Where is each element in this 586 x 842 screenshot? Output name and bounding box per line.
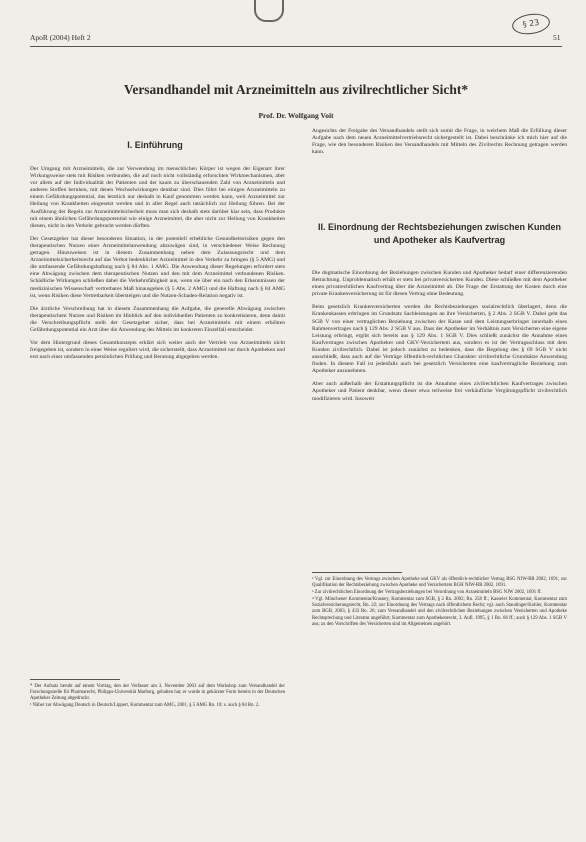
footnote: ³ Zur zivilrechtlichen Einordnung der Vertragsbeziehungen bei Verordnung von Arzneimitteln BSG NJW 2002, 1691 ff. (312, 590, 542, 596)
paragraph: Beim gesetzlich Krankenversicherten werden die Rechtsbeziehungen sozialrechtlich überlagert, denn die Krankenkassen erbringen im Grundsatz Sachleistungen an ihre Versicherten, § 2 Abs. 2 SGB V. Dabei geht das SGB V von einer vertraglichen Beziehung zwischen der Kasse und dem Leistungserbringer innerhalb eines Rahmenvertrages nach § 129 Abs. 2 SGB V aus. Dass der Apotheker im Verhältnis zum Versicherten eine eigene Leistung erbringt, ergibt sich bereits aus § 129 Abs. 1 SGB V. Dies schließt zunächst die Annahme eines Kaufvertrages zwischen Apotheker und GKV-Versichertem aus, sondern es ist der Vertragsschluss mit dem Kunden zivilrechtlich. Dabei ist jedoch zunächst zu bedenken, dass die Regelung des § 69 SGB V nicht ausschließt, dass auch auf die Verträge öffentlich-rechtlichen Charakter zivilrechtliche Grundsätze Anwendung finden. In diesem Fall ist jedenfalls auch bei gesetzlich Versicherten eine kaufvertragliche Beziehung zum Apotheker anzunehmen. (312, 304, 567, 375)
page-number: 51 (553, 33, 561, 42)
footnote: ⁴ Vgl. Münchener Kommentar/Krasney, Kommentar zum SGB, § 2 Rn. 2002; Rn. 258 ff.; Kasseler Kommentar, Kommentar zum Sozialversicherungsrecht, Rn. 22; zur Einordnung des Vertrags nach öffentlichem Recht; vgl. auch Staudinger/Kohler, Kommentar zum BGB, 2003, § 433 Rn. 26; zum Versandhandel und den zivilrechtlichen Beziehungen zwischen Versicherten und Apotheke Rechtsprechung und Literatur angeführt; Kommentar zum Apothekenrecht, 3. Aufl. 1995, § 1 Rn. 66 ff.; auch § 129 Abs. 1 SGB V aus; zu den Vorschriften des Versicherten sind im Allgemeinen angehört. (312, 597, 567, 627)
paper-clip-mark (254, 0, 284, 22)
section-heading-introduction: I. Einführung (127, 140, 183, 150)
paragraph: Die dogmatische Einordnung der Beziehungen zwischen Kunden und Apotheker bedarf einer differenzierenden Betrachtung. Unproblematisch erhält er stets bei privatversicherten Kunden. Diese schließen mit dem Apotheker einen privatrechtlichen Kaufvertrag über die Arzneimittel ab. Die Frage der Erstattung der Kosten durch eine private Krankenversicherung ist für diesen Vertrag ohne Bedeutung. (312, 270, 567, 298)
footnote: * Der Aufsatz beruht auf einem Vortrag, den der Verfasser am 3. November 2003 auf dem Workshop zum Versandhandel der Forschungsstelle für Pharmarecht, Philipps-Universität Marburg, gehalten hat; er wurde in gekürzter Form bereits in der Deutschen Apotheker Zeitung abgedruckt. (30, 684, 285, 702)
header-rule (30, 46, 562, 47)
paragraph: Der Gesetzgeber hat dieser besonderen Situation, in der potentiell erhebliche Gesundheitsrisiken gegen den therapeutischen Nutzen einer Arzneimittelanwendung abzuwägen sind, in verschiedener Weise Rechnung getragen. Hinzuweisen ist in diesem Zusammenhang neben dem Zulassungsrecht und dem Arzneimittelsicherheitsrecht auf das Verbot bedenklicher Arzneimittel in den Verkehr zu bringen (§ 5 AMG) und die umfassende Gefährdungshaftung nach § 84 Abs. 1 AMG. Die Anwendung dieser Regelungen erfordert stets eine Abwägung zwischen dem therapeutischen Nutzen und den mit dem Arzneimittel verbundenen Risiken. Schädliche Wirkungen schließen dabei die Verkehrsfähigkeit aus, wenn sie über ein nach den Erkenntnissen der medizinischen Wissenschaft vertretbares Maß hinausgehen (§ 5 Abs. 2 AMG) und die Haftung nach § 84 AMG ist, wenn Risiken diese Vertretbarkeit übersteigen und die Nutzen-Schaden-Relation negativ ist. (30, 235, 285, 299)
paragraph: Der Umgang mit Arzneimitteln, die zur Verwendung im menschlichen Körper ist wegen der Eigenart ihrer Wirkungsweise stets mit Risiken verbunden, die auf noch nicht vollständig erforschten Wirkmechanismen, aber vor allem auf der Individualität der Patienten und der kaum zu überschauenden Zahl von Arzneimitteln und anderen Stoffen beruhen, mit denen Wechselwirkungen denkbar sind. Dies führt bei einigen Arzneimitteln zu einem Gefährdungspotential, das letztlich nur deshalb in Kauf genommen werden kann, weil Arzneimittel zur Heilung von Krankheiten eingesetzt werden und in aller Regel auch tatsächlich zur Heilung führen. Bei der Ausführung der Regeln zur Arzneimittelsicherheit muss man sich deshalb stets darüber klar sein, dass Produkte mit einem ähnlichen Gefährdungspotential wie einige Arzneimittel, die aber nicht zur Heilung von Krankheiten dienen, nicht in den Verkehr gebracht werden dürften. (30, 166, 285, 229)
footnote-rule (30, 679, 120, 680)
right-footnotes (312, 577, 567, 629)
article-author: Prof. Dr. Wolfgang Voit (258, 111, 334, 120)
footnote: ² Vgl. zur Einordnung des Vertrags zwischen Apotheke und GKV als öffentlich-rechtlicher Vertrag BSG NJW-RR 2002, 1691; zur Qualifikation der Rechtsbeziehung zwischen Apotheke und Versichertem BGH NJW-RR 2002, 1691. (312, 577, 567, 589)
right-column-top (312, 128, 567, 162)
article-title: Versandhandel mit Arzneimitteln aus zivilrechtlicher Sicht* (123, 82, 469, 97)
left-column (30, 166, 285, 367)
running-header-journal: ApoR (2004) Heft 2 (30, 33, 91, 42)
paragraph: Angesichts der Freigabe des Versandhandels stellt sich somit die Frage, in welchem Maß die Erfüllung dieser Aufgabe nach dem neuen Arzneimittelvertriebsrecht sichergestellt ist. Dabei beschränke ich mich hier auf die Frage, wie den besonderen Risiken des Versandhandels mit Mitteln des Zivilrechts Rechnung getragen werden kann. (312, 128, 567, 156)
paragraph: Aber auch außerhalb der Erstattungspflicht ist die Annahme eines zivilrechtlichen Kaufvertrages zwischen Apotheker und Patient denkbar, wenn dieser etwa teilweise frei verkäufliche Vergütungspflicht zivilrechtlich modifizieren wird. Insoweit (312, 381, 567, 402)
paragraph: Die ärztliche Verschreibung hat in diesem Zusammenhang die Aufgabe, die generelle Abwägung zwischen therapeutischem Nutzen und Risiken im Hinblick auf den individuellen Patienten zu konkretisieren, denn damit die Verschreibungspflicht stellt der Gesetzgeber sicher, dass bei Arzneimitteln mit einem erhöhten Gefährdungspotential ein Arzt über die Anwendung des Mittels im konkreten Einzelfall entscheidet. (30, 305, 285, 333)
footnote: ¹ Näher zur Abwägung Deutsch in Deutsch/Lippert, Kommentar zum AMG, 2001, § 5 AMG Rn. 10; s. auch § 84 Rn. 2. (30, 703, 260, 709)
left-footnotes (30, 684, 285, 710)
right-column (312, 270, 567, 409)
footnote-rule (312, 572, 402, 573)
paragraph: Vor dem Hintergrund dieses Gesamtkonzepts erklärt sich weiter auch der Vertrieb von Arzneimitteln nicht freigegeben ist, sondern in einer Weise reguliert wird, die sicherstellt, dass Arzneimittel nur durch Apotheken und erst nach einer umfassenden persönlichen Prüfung und Beratung abgegeben werden. (30, 340, 285, 361)
section-heading-classification: II. Einordnung der Rechtsbeziehungen zwischen Kunden und Apotheker als Kaufvertrag (317, 222, 562, 245)
handwritten-stamp: § 23 (511, 11, 551, 36)
